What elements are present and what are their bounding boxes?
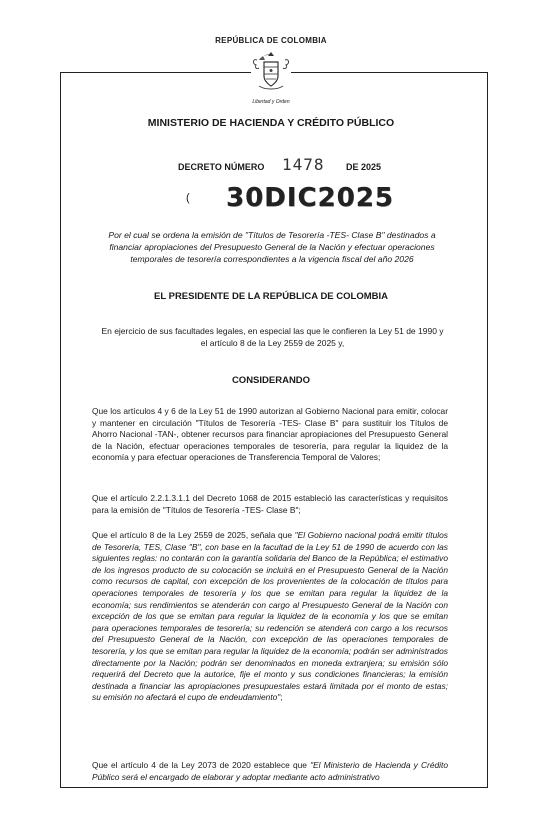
coat-of-arms-seal <box>251 50 291 94</box>
considering-paragraph-1: Que los artículos 4 y 6 de la Ley 51 de 1990 autorizan al Gobierno Nacional para emitir, colocar y mantener en circulación "Títulos de Tesorería -TES- Clase B" para sustituir los Títulos de Ahorro Nacional -TAN-, obtener recursos para financiar apropiaciones del Presupuesto General de la Nación, efectuar operaciones temporales de tesorería, para regular la liquidez de la economía y para efectuar operaciones de Transferencia Temporal de Valores; <box>92 406 448 463</box>
paragraph-4-intro: Que el artículo 4 de la Ley 2073 de 2020 establece que <box>92 760 311 770</box>
legal-powers: En ejercicio de sus facultades legales, en especial las que le confieren la Ley 51 de 1990 y el artículo 8 de la Ley 2559 de 2025 y, <box>101 326 444 348</box>
decree-number: 1478 <box>282 155 325 174</box>
considering-paragraph-3 <box>92 530 448 704</box>
paragraph-3-end: ; <box>280 692 283 703</box>
date-stamp: 30DIC2025 <box>226 183 394 213</box>
paragraph-4-quote: "El Ministerio de Hacienda y Crédito Público será el encargado de elaborar y adoptar mediante acto administrativo <box>92 760 448 782</box>
decree-label: DECRETO NÚMERO <box>178 162 265 172</box>
decree-year: DE 2025 <box>346 162 382 172</box>
paragraph-3-quote: "El Gobierno nacional podrá emitir títulos de Tesorería, TES, Clase "B", con base en la facultad de la Ley 51 de 1990 de acuerdo con las siguientes reglas: no contarán con la garantía solidaria del Banco de la República; el estimativo de los ingresos producto de su colocación se incluirá en el Presupuesto General de la Nación como recursos de capital, con excepción de los provenientes de la colocación de títulos para operaciones temporales de tesorería y los que se emitan para regular la liquidez de la economía; sus rendimientos se atenderán con cargo al Presupuesto General de la Nación con excepción de los que se emitan para regular la liquidez de la economía y los que se emitan para operaciones temporales de tesorería; su redención se atenderá con cargo a los recursos del Presupuesto General de la Nación, con excepción de las operaciones temporales de tesorería, y los que se emitan para regular la liquidez de la economía; podrán ser administrados directamente por la Nación; podrán ser denominados en moneda extranjera; su emisión sólo requerirá del Decreto que la autorice, fije el monto y sus condiciones financieras; la emisión destinada a financiar las apropiaciones presupuestales estará limitada por el monto de estas; su emisión no afectará el cupo de endeudamiento" <box>92 530 448 703</box>
motto: Libertad y Orden <box>252 99 290 105</box>
date-parenthesis: ( <box>186 192 190 204</box>
issuer-heading: EL PRESIDENTE DE LA REPÚBLICA DE COLOMBIA <box>154 291 388 302</box>
considering-paragraph-2: Que el artículo 2.2.1.3.1.1 del Decreto 1068 de 2015 estableció las características y requisitos para la emisión de "Títulos de Tesorería -TES- Clase B"; <box>92 493 448 515</box>
paragraph-3-intro: Que el artículo 8 de la Ley 2559 de 2025, señala que <box>92 530 295 540</box>
country-heading: REPÚBLICA DE COLOMBIA <box>215 36 327 45</box>
considering-heading: CONSIDERANDO <box>231 375 311 386</box>
considering-paragraph-4 <box>92 760 448 783</box>
ministry-title: MINISTERIO DE HACIENDA Y CRÉDITO PÚBLICO <box>147 117 395 129</box>
decree-summary: Por el cual se ordena la emisión de "Títulos de Tesorería -TES- Clase B" destinados a financiar apropiaciones del Presupuesto General de la Nación y efectuar operaciones temporales de tesorería correspondientes a la vigencia fiscal del año 2026 <box>108 230 436 264</box>
